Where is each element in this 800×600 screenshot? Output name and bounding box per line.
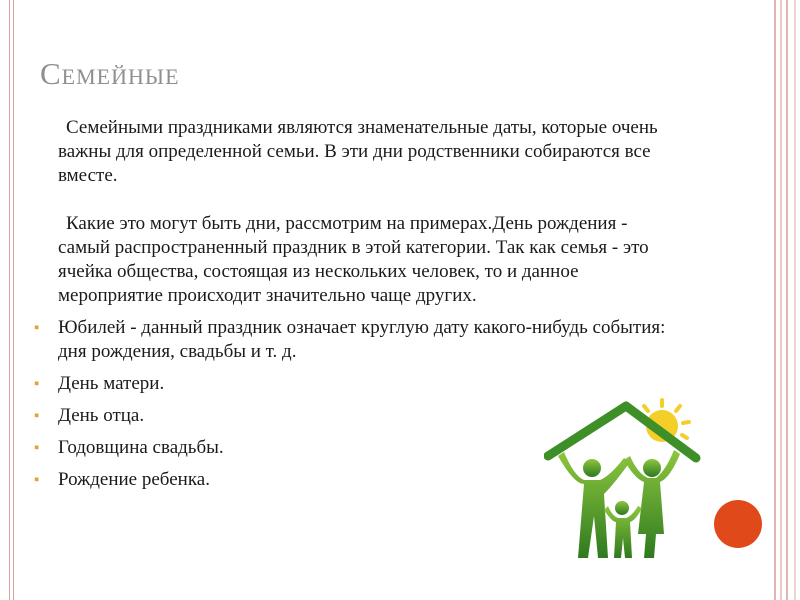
list-item-text: День отца. (58, 405, 145, 426)
list-item-text: Юбилей - данный праздник означает круглую дату какого-нибудь события: дня рождения, свадьбы и т. д. (58, 317, 666, 362)
slide-title: Семейные (40, 56, 180, 91)
paragraph-examples: Какие это могут быть дни, рассмотрим на примерах.День рождения - самый распространенный праздник в этой категории. Так как семья - это ячейка общества, состоящая из нескольких человек, то и данное мероприятие происходит значительно чаще других. (58, 213, 649, 306)
list-item-text: Годовщина свадьбы. (58, 437, 224, 458)
bullet-icon: ▪ (34, 440, 40, 456)
list-item-text: Рождение ребенка. (58, 469, 210, 490)
list-item (34, 316, 678, 364)
bullet-icon: ▪ (34, 472, 40, 488)
bullet-icon: ▪ (34, 320, 40, 336)
red-dot-icon (714, 500, 762, 548)
paragraph-intro: Семейными праздниками являются знаменательные даты, которые очень важны для определенной семьи. В эти дни родственники собираются все вместе. (58, 117, 658, 186)
list-item-text: День матери. (58, 373, 165, 394)
list-item (34, 372, 678, 396)
bullet-icon: ▪ (34, 376, 40, 392)
bullet-icon: ▪ (34, 408, 40, 424)
slide-frame-right-outer (794, 0, 796, 600)
slide-frame-right (774, 0, 788, 600)
family-house-icon (544, 398, 770, 564)
slide-frame-left (9, 0, 14, 600)
